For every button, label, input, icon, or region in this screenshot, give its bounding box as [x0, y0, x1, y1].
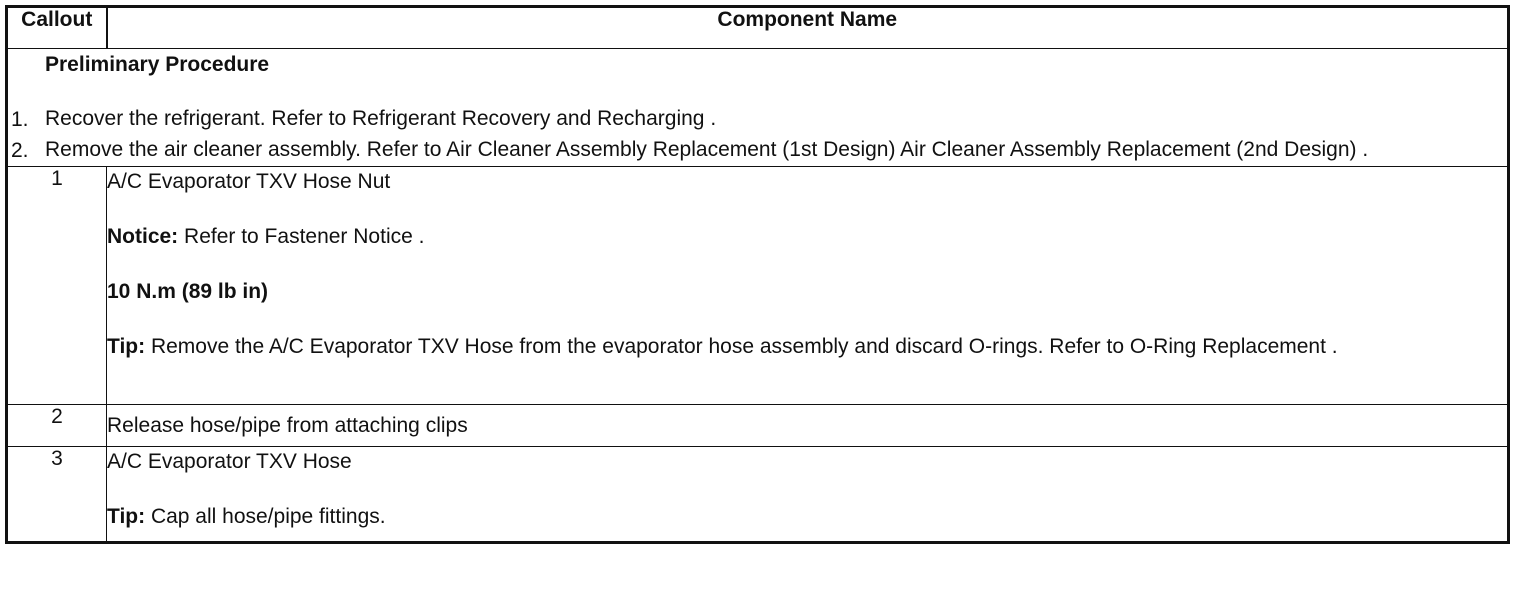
preliminary-step [8, 104, 1507, 135]
tip-label: Tip: [107, 335, 146, 358]
component-cell [107, 447, 1509, 543]
callout-number: 3 [7, 447, 107, 543]
tip-label: Tip: [107, 505, 146, 528]
preliminary-procedure-cell [7, 49, 1509, 167]
preliminary-step [8, 135, 1507, 166]
notice-text: Refer to Fastener Notice . [178, 225, 425, 248]
step-text: Recover the refrigerant. Refer to Refrigerant Recovery and Recharging . [45, 107, 717, 130]
component-name: A/C Evaporator TXV Hose Nut [107, 170, 391, 193]
step-number: 2. [11, 139, 29, 162]
torque-spec: 10 N.m (89 lb in) [107, 280, 269, 303]
preliminary-procedure-row [7, 49, 1509, 167]
table-header-row [7, 7, 1509, 49]
component-cell [107, 167, 1509, 405]
tip-text: Remove the A/C Evaporator TXV Hose from the evaporator hose assembly and discard O-rings. Refer to O-Ring Replacement . [145, 335, 1338, 358]
step-text: Remove the air cleaner assembly. Refer to Air Cleaner Assembly Replacement (1st Design) Air Cleaner Assembly Replacement (2nd Design) . [45, 138, 1369, 161]
callout-number: 1 [7, 167, 107, 405]
tip-text: Cap all hose/pipe fittings. [145, 505, 386, 528]
table-row [7, 447, 1509, 543]
preliminary-procedure-title: Preliminary Procedure [45, 53, 270, 76]
notice-label: Notice: [107, 225, 179, 248]
callout-column-header: Callout [7, 7, 107, 49]
procedure-document [5, 5, 1507, 544]
tip-paragraph [107, 332, 1507, 361]
table-row [7, 167, 1509, 405]
component-name: Release hose/pipe from attaching clips [107, 405, 1509, 447]
notice-paragraph [107, 222, 1507, 251]
step-number: 1. [11, 108, 29, 131]
component-name: A/C Evaporator TXV Hose [107, 450, 352, 473]
component-name-column-header: Component Name [107, 7, 1509, 49]
table-row [7, 405, 1509, 447]
tip-paragraph [107, 502, 1507, 531]
preliminary-steps-list [8, 104, 1507, 166]
component-table [5, 5, 1510, 544]
callout-number: 2 [7, 405, 107, 447]
